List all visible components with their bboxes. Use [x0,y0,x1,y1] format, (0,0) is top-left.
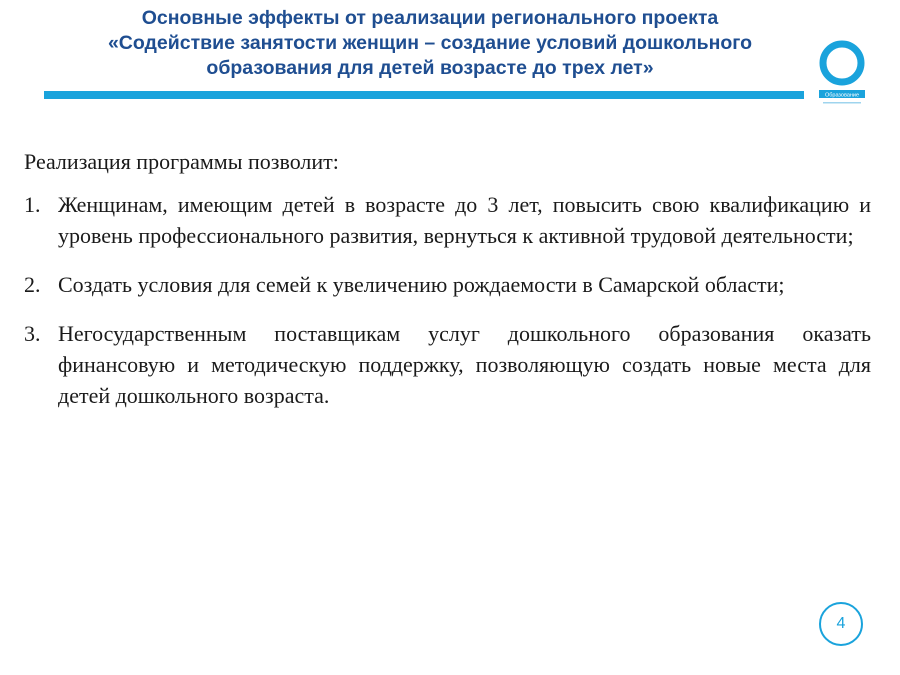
title-line-3: образования для детей возрасте до трех лет» [206,57,654,79]
slide-title [30,6,830,81]
title-line-1: Основные эффекты от реализации регионального проекта [141,7,719,29]
list-item-number: 3. [24,321,41,346]
list-item-text: Создать условия для семей к увеличению рождаемости в Самарской области; [58,272,785,297]
list-item-number: 1. [24,192,41,217]
header-divider-bar [44,91,804,99]
list-item-text: Женщинам, имеющим детей в возрасте до 3 лет, повысить свою квалификацию и уровень профессионального развития, вернуться к активной трудовой деятельности; [58,192,871,248]
page-number-badge: 4 [819,602,863,646]
list-item [24,318,871,411]
list-item [24,189,871,251]
list-item [24,269,871,300]
slide-body [24,146,871,429]
effects-list [24,189,871,411]
list-item-text: Негосударственным поставщикам услуг дошкольного образования оказать финансовую и методическую поддержку, позволяющую создать новые места для детей дошкольного возраста. [58,321,871,408]
logo-subline [823,102,861,104]
logo-ring [823,44,861,82]
list-item-number: 2. [24,272,41,297]
logo-label-text: Образование [824,92,860,99]
intro-text: Реализация программы позволит: [24,149,339,174]
slide-header [0,0,900,110]
obrazovanie-logo [815,38,869,108]
title-line-2: «Содействие занятости женщин – создание условий дошкольного [107,32,753,54]
